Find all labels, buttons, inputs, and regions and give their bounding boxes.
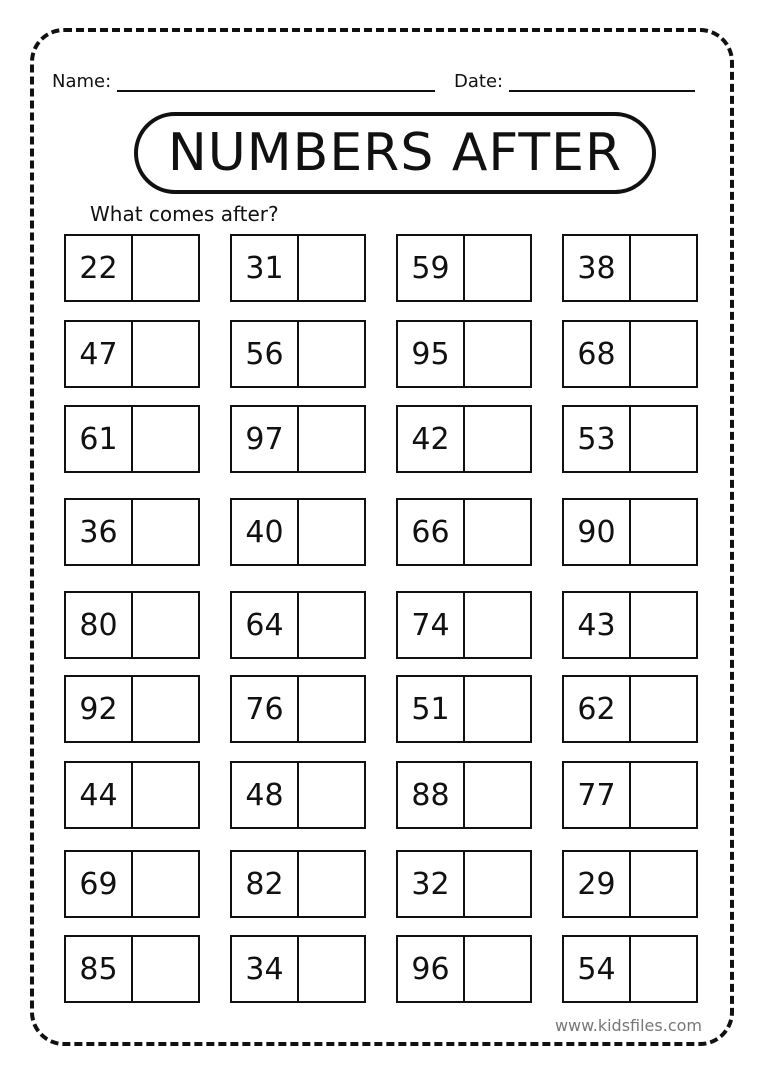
answer-blank[interactable] [631, 236, 696, 300]
number-box [562, 761, 698, 829]
given-number: 43 [564, 593, 631, 657]
number-box [230, 675, 366, 743]
number-box [562, 234, 698, 302]
number-box [230, 850, 366, 918]
answer-blank[interactable] [133, 407, 198, 471]
given-number: 44 [66, 763, 133, 827]
number-box [562, 935, 698, 1003]
given-number: 64 [232, 593, 299, 657]
number-box [396, 234, 532, 302]
given-number: 22 [66, 236, 133, 300]
number-box [396, 850, 532, 918]
given-number: 96 [398, 937, 465, 1001]
date-label: Date: [454, 71, 504, 92]
instruction-text: What comes after? [90, 202, 279, 226]
number-box [64, 234, 200, 302]
number-box [562, 675, 698, 743]
answer-blank[interactable] [631, 937, 696, 1001]
answer-blank[interactable] [465, 763, 530, 827]
answer-blank[interactable] [465, 236, 530, 300]
number-box [64, 675, 200, 743]
given-number: 69 [66, 852, 133, 916]
page-title: NUMBERS AFTER [134, 112, 656, 194]
given-number: 80 [66, 593, 133, 657]
given-number: 54 [564, 937, 631, 1001]
answer-blank[interactable] [299, 937, 364, 1001]
answer-blank[interactable] [465, 322, 530, 386]
number-box [396, 405, 532, 473]
name-blank-line[interactable] [117, 70, 435, 92]
given-number: 40 [232, 500, 299, 564]
answer-blank[interactable] [631, 407, 696, 471]
number-box [230, 498, 366, 566]
answer-blank[interactable] [465, 852, 530, 916]
number-box [396, 761, 532, 829]
number-box [562, 498, 698, 566]
number-box [64, 320, 200, 388]
given-number: 82 [232, 852, 299, 916]
given-number: 56 [232, 322, 299, 386]
number-box [64, 591, 200, 659]
answer-blank[interactable] [133, 852, 198, 916]
given-number: 42 [398, 407, 465, 471]
name-field [52, 70, 435, 92]
given-number: 88 [398, 763, 465, 827]
number-box [562, 405, 698, 473]
answer-blank[interactable] [133, 937, 198, 1001]
answer-blank[interactable] [133, 322, 198, 386]
given-number: 95 [398, 322, 465, 386]
number-box [230, 591, 366, 659]
given-number: 32 [398, 852, 465, 916]
given-number: 34 [232, 937, 299, 1001]
number-box [562, 591, 698, 659]
given-number: 48 [232, 763, 299, 827]
number-box [396, 591, 532, 659]
answer-blank[interactable] [133, 677, 198, 741]
given-number: 59 [398, 236, 465, 300]
answer-blank[interactable] [299, 500, 364, 564]
given-number: 38 [564, 236, 631, 300]
answer-blank[interactable] [299, 852, 364, 916]
answer-blank[interactable] [631, 763, 696, 827]
number-box [562, 850, 698, 918]
answer-blank[interactable] [631, 322, 696, 386]
number-box [230, 320, 366, 388]
answer-blank[interactable] [133, 500, 198, 564]
answer-blank[interactable] [465, 593, 530, 657]
number-box [230, 935, 366, 1003]
given-number: 77 [564, 763, 631, 827]
answer-blank[interactable] [299, 593, 364, 657]
given-number: 90 [564, 500, 631, 564]
number-box [64, 761, 200, 829]
answer-blank[interactable] [631, 852, 696, 916]
answer-blank[interactable] [299, 407, 364, 471]
answer-blank[interactable] [631, 500, 696, 564]
number-box [230, 761, 366, 829]
answer-blank[interactable] [465, 677, 530, 741]
answer-blank[interactable] [465, 500, 530, 564]
number-box [64, 935, 200, 1003]
number-box [230, 405, 366, 473]
answer-blank[interactable] [299, 677, 364, 741]
given-number: 51 [398, 677, 465, 741]
website-footer: www.kidsfiles.com [554, 1016, 702, 1035]
answer-blank[interactable] [465, 407, 530, 471]
answer-blank[interactable] [133, 763, 198, 827]
date-field [454, 70, 695, 92]
number-box [230, 234, 366, 302]
answer-blank[interactable] [631, 593, 696, 657]
given-number: 76 [232, 677, 299, 741]
number-box [396, 675, 532, 743]
given-number: 47 [66, 322, 133, 386]
answer-blank[interactable] [465, 937, 530, 1001]
number-box [562, 320, 698, 388]
given-number: 66 [398, 500, 465, 564]
number-box [396, 320, 532, 388]
answer-blank[interactable] [631, 677, 696, 741]
number-box [64, 850, 200, 918]
answer-blank[interactable] [299, 236, 364, 300]
given-number: 85 [66, 937, 133, 1001]
answer-blank[interactable] [299, 763, 364, 827]
given-number: 29 [564, 852, 631, 916]
name-label: Name: [52, 71, 112, 92]
given-number: 97 [232, 407, 299, 471]
given-number: 53 [564, 407, 631, 471]
given-number: 74 [398, 593, 465, 657]
given-number: 62 [564, 677, 631, 741]
given-number: 36 [66, 500, 133, 564]
answer-blank[interactable] [133, 593, 198, 657]
number-box [64, 405, 200, 473]
answer-blank[interactable] [299, 322, 364, 386]
given-number: 31 [232, 236, 299, 300]
number-box [396, 498, 532, 566]
given-number: 68 [564, 322, 631, 386]
given-number: 92 [66, 677, 133, 741]
number-box [396, 935, 532, 1003]
date-blank-line[interactable] [509, 70, 695, 92]
given-number: 61 [66, 407, 133, 471]
number-box [64, 498, 200, 566]
answer-blank[interactable] [133, 236, 198, 300]
